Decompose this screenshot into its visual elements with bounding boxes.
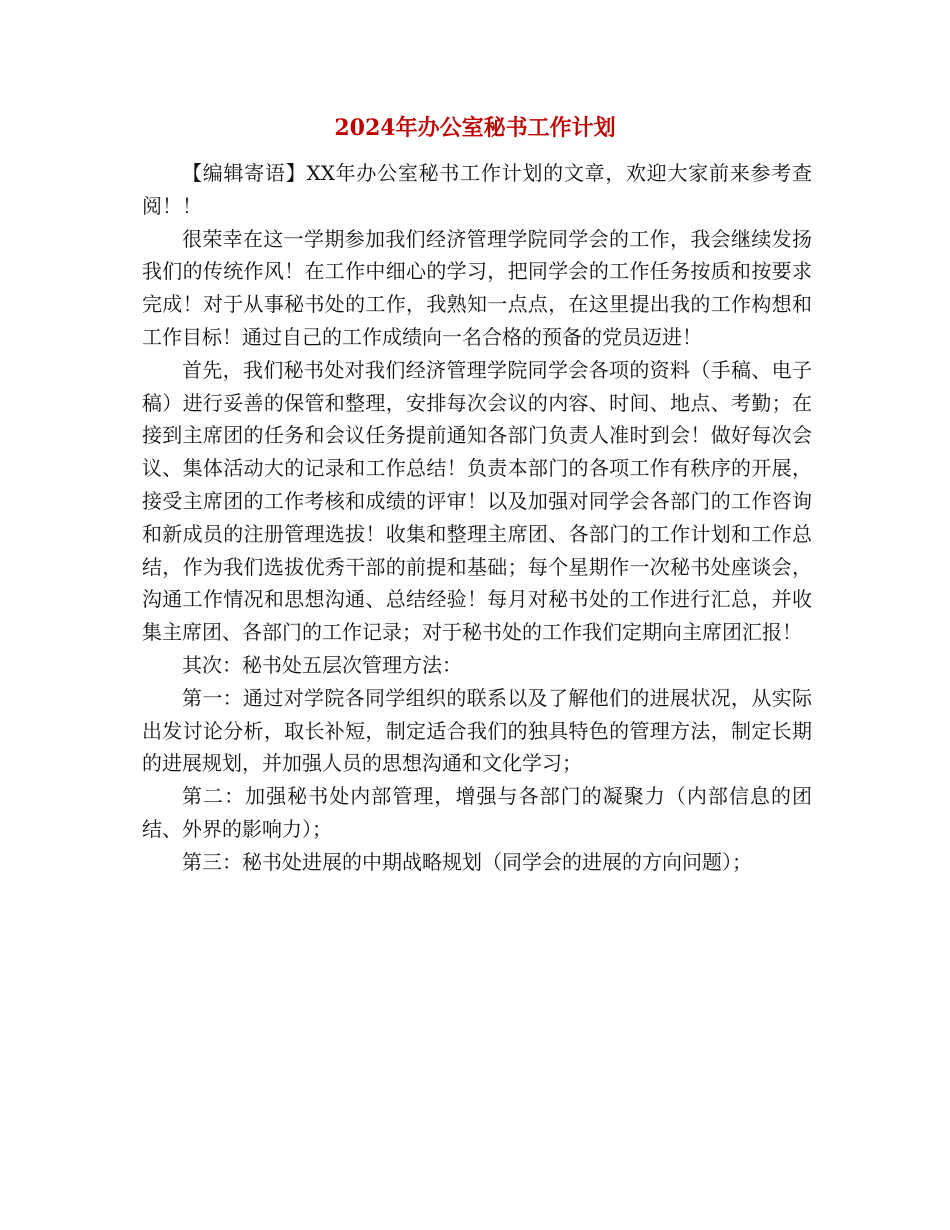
body-paragraph: 第三：秘书处进展的中期战略规划（同学会的进展的方向问题）；: [182, 849, 752, 874]
document-title: 2024年办公室秘书工作计划: [334, 115, 616, 141]
document-body: [142, 157, 812, 879]
body-paragraph: 第二：加强秘书处内部管理，增强与各部门的凝聚力（内部信息的团结、外界的影响力）；: [142, 784, 812, 841]
body-paragraph: 其次：秘书处五层次管理方法：: [182, 652, 462, 677]
editor-note-paragraph: 【编辑寄语】XX年办公室秘书工作计划的文章，欢迎大家前来参考查阅！！: [142, 161, 812, 218]
body-paragraph: 很荣幸在这一学期参加我们经济管理学院同学会的工作，我会继续发扬我们的传统作风！在工作中细心的学习，把同学会的工作任务按质和按要求完成！对于从事秘书处的工作，我熟知一点点，在这里提出我的工作构想和工作目标！通过自己的工作成绩向一名合格的预备的党员迈进！: [142, 226, 812, 349]
body-paragraph: 第一：通过对学院各同学组织的联系以及了解他们的进展状况，从实际出发讨论分析，取长补短，制定适合我们的独具特色的管理方法，制定长期的进展规划，并加强人员的思想沟通和文化学习；: [142, 685, 812, 776]
body-paragraph: 首先，我们秘书处对我们经济管理学院同学会各项的资料（手稿、电子稿）进行妥善的保管和整理，安排每次会议的内容、时间、地点、考勤；在接到主席团的任务和会议任务提前通知各部门负责人准时到会！做好每次会议、集体活动大的记录和工作总结！负责本部门的各项工作有秩序的开展，接受主席团的工作考核和成绩的评审！以及加强对同学会各部门的工作咨询和新成员的注册管理选拔！收集和整理主席团、各部门的工作计划和工作总结，作为我们选拔优秀干部的前提和基础；每个星期作一次秘书处座谈会，沟通工作情况和思想沟通、总结经验！每月对秘书处的工作进行汇总，并收集主席团、各部门的工作记录；对于秘书处的工作我们定期向主席团汇报！: [142, 357, 812, 645]
